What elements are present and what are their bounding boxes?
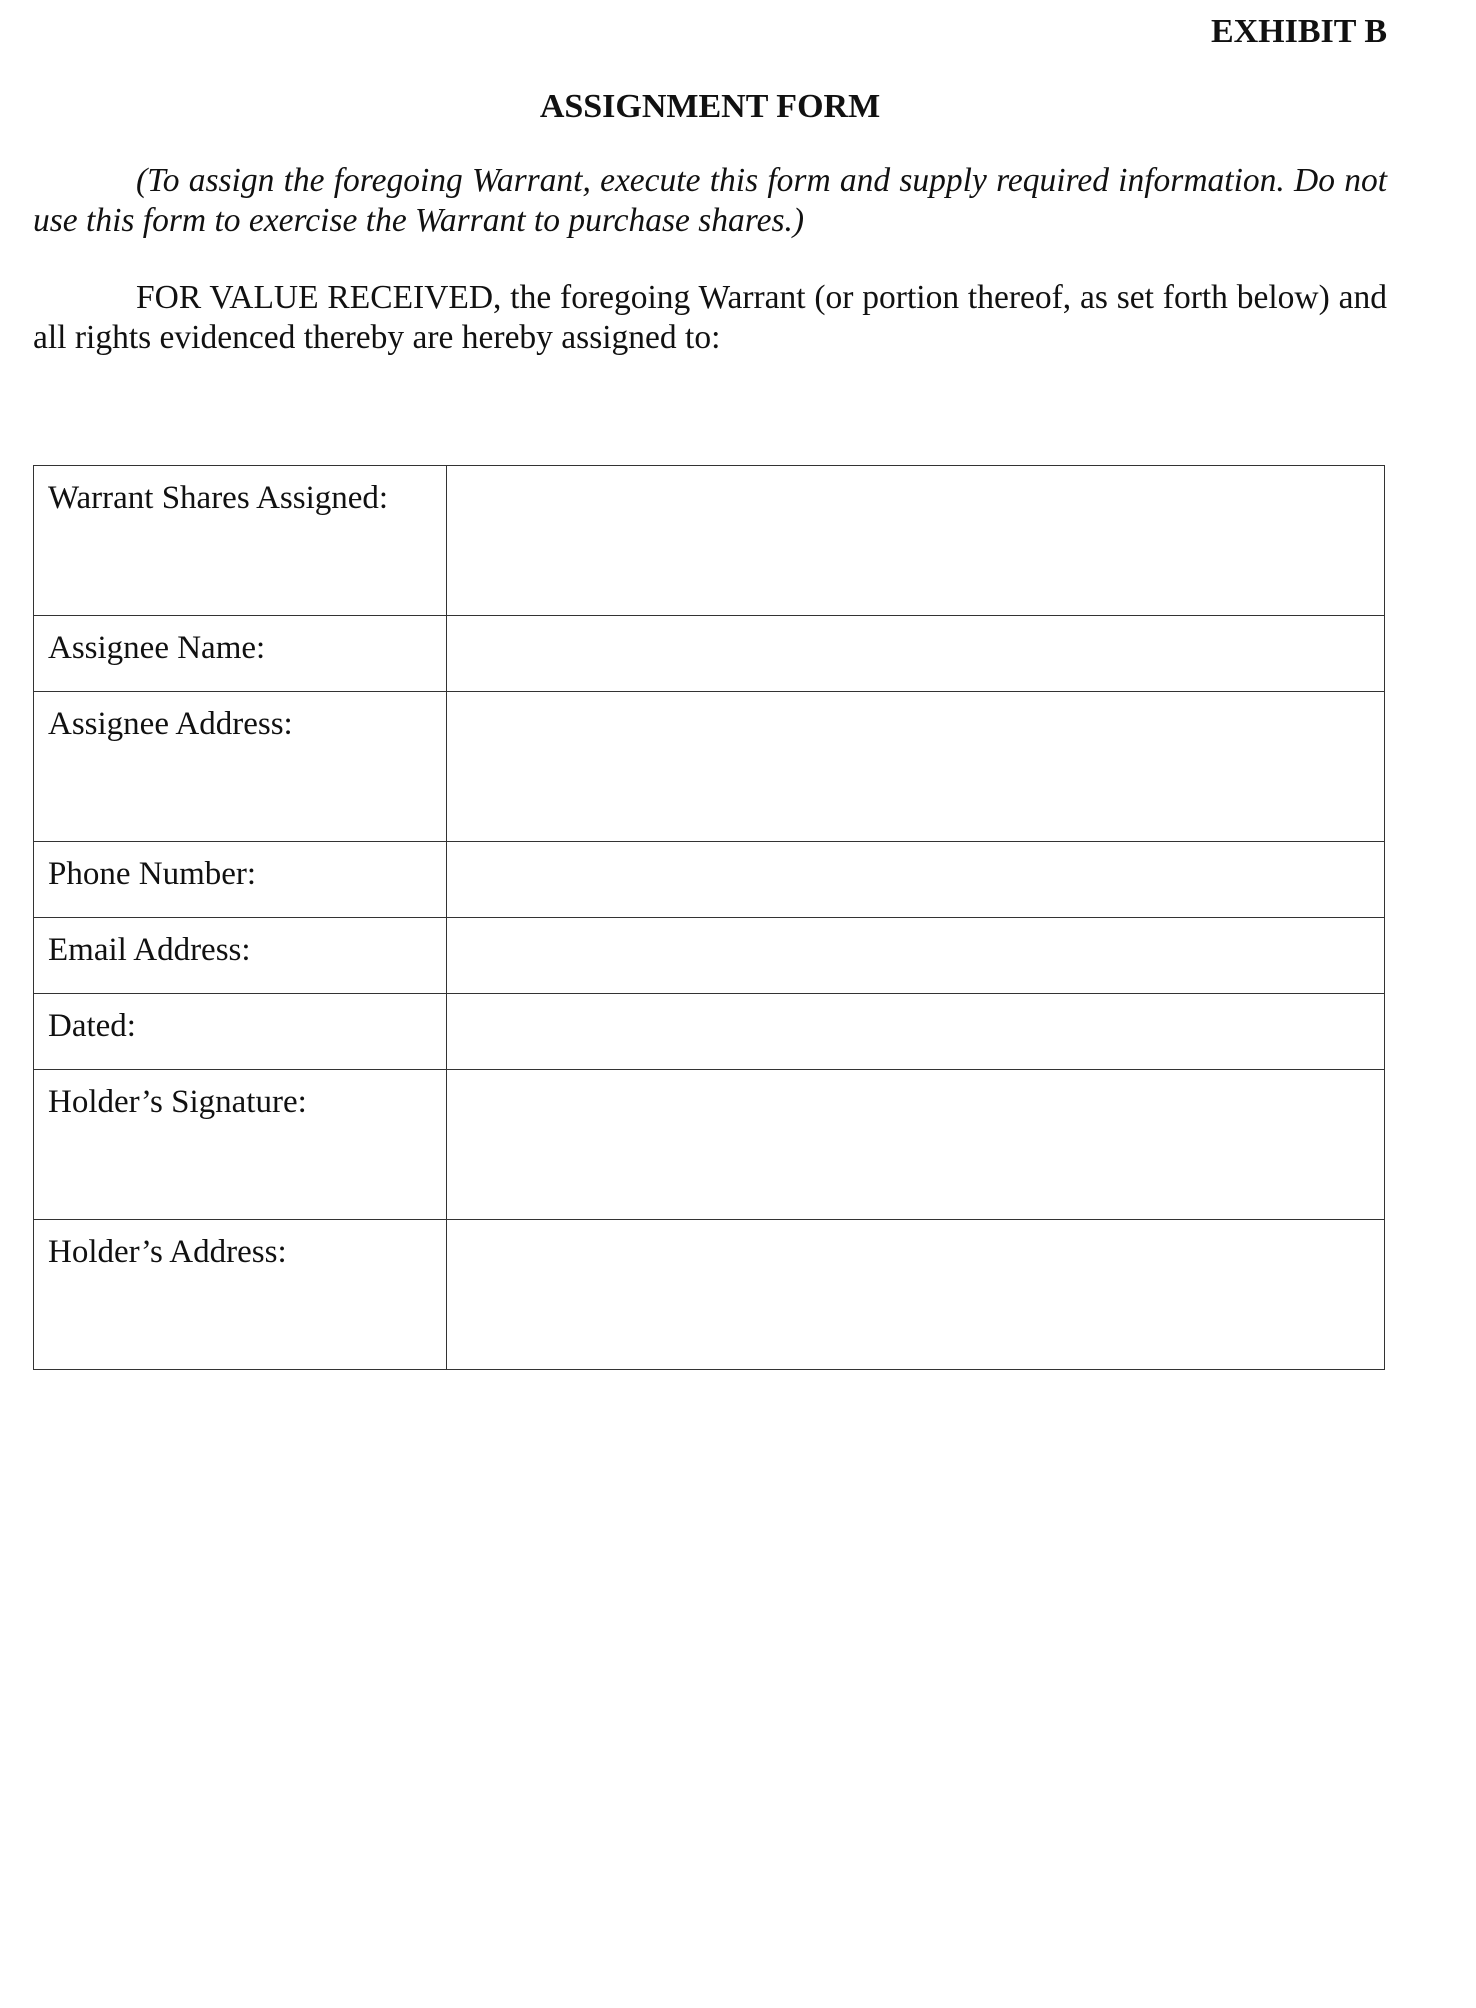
email-address-field[interactable]	[447, 918, 1385, 994]
holder-signature-label: Holder’s Signature:	[34, 1070, 447, 1220]
form-row-email-address	[34, 918, 1385, 994]
assignee-address-label: Assignee Address:	[34, 692, 447, 842]
assignment-paragraph: FOR VALUE RECEIVED, the foregoing Warrant (or portion thereof, as set forth below) and all rights evidenced thereby are hereby assigned to:	[33, 279, 1387, 356]
holder-signature-field[interactable]	[447, 1070, 1385, 1220]
form-row-assignee-address	[34, 692, 1385, 842]
assignee-name-field[interactable]	[447, 616, 1385, 692]
assignee-address-field[interactable]	[447, 692, 1385, 842]
warrant-shares-field[interactable]	[447, 466, 1385, 616]
form-row-assignee-name	[34, 616, 1385, 692]
form-title: ASSIGNMENT FORM	[539, 88, 881, 125]
email-address-label: Email Address:	[34, 918, 447, 994]
dated-field[interactable]	[447, 994, 1385, 1070]
form-row-warrant-shares	[34, 466, 1385, 616]
holder-address-label: Holder’s Address:	[34, 1220, 447, 1370]
exhibit-label: EXHIBIT B	[1210, 13, 1387, 50]
form-row-holder-address	[34, 1220, 1385, 1370]
phone-number-field[interactable]	[447, 842, 1385, 918]
instructions-paragraph: (To assign the foregoing Warrant, execute this form and supply required information. Do not use this form to exercise the Warrant to purchase shares.)	[33, 162, 1387, 239]
form-row-phone-number	[34, 842, 1385, 918]
form-row-holder-signature	[34, 1070, 1385, 1220]
assignee-name-label: Assignee Name:	[34, 616, 447, 692]
dated-label: Dated:	[34, 994, 447, 1070]
form-row-dated	[34, 994, 1385, 1070]
assignment-form-table	[33, 465, 1385, 1370]
holder-address-field[interactable]	[447, 1220, 1385, 1370]
warrant-shares-label: Warrant Shares Assigned:	[34, 466, 447, 616]
phone-number-label: Phone Number:	[34, 842, 447, 918]
